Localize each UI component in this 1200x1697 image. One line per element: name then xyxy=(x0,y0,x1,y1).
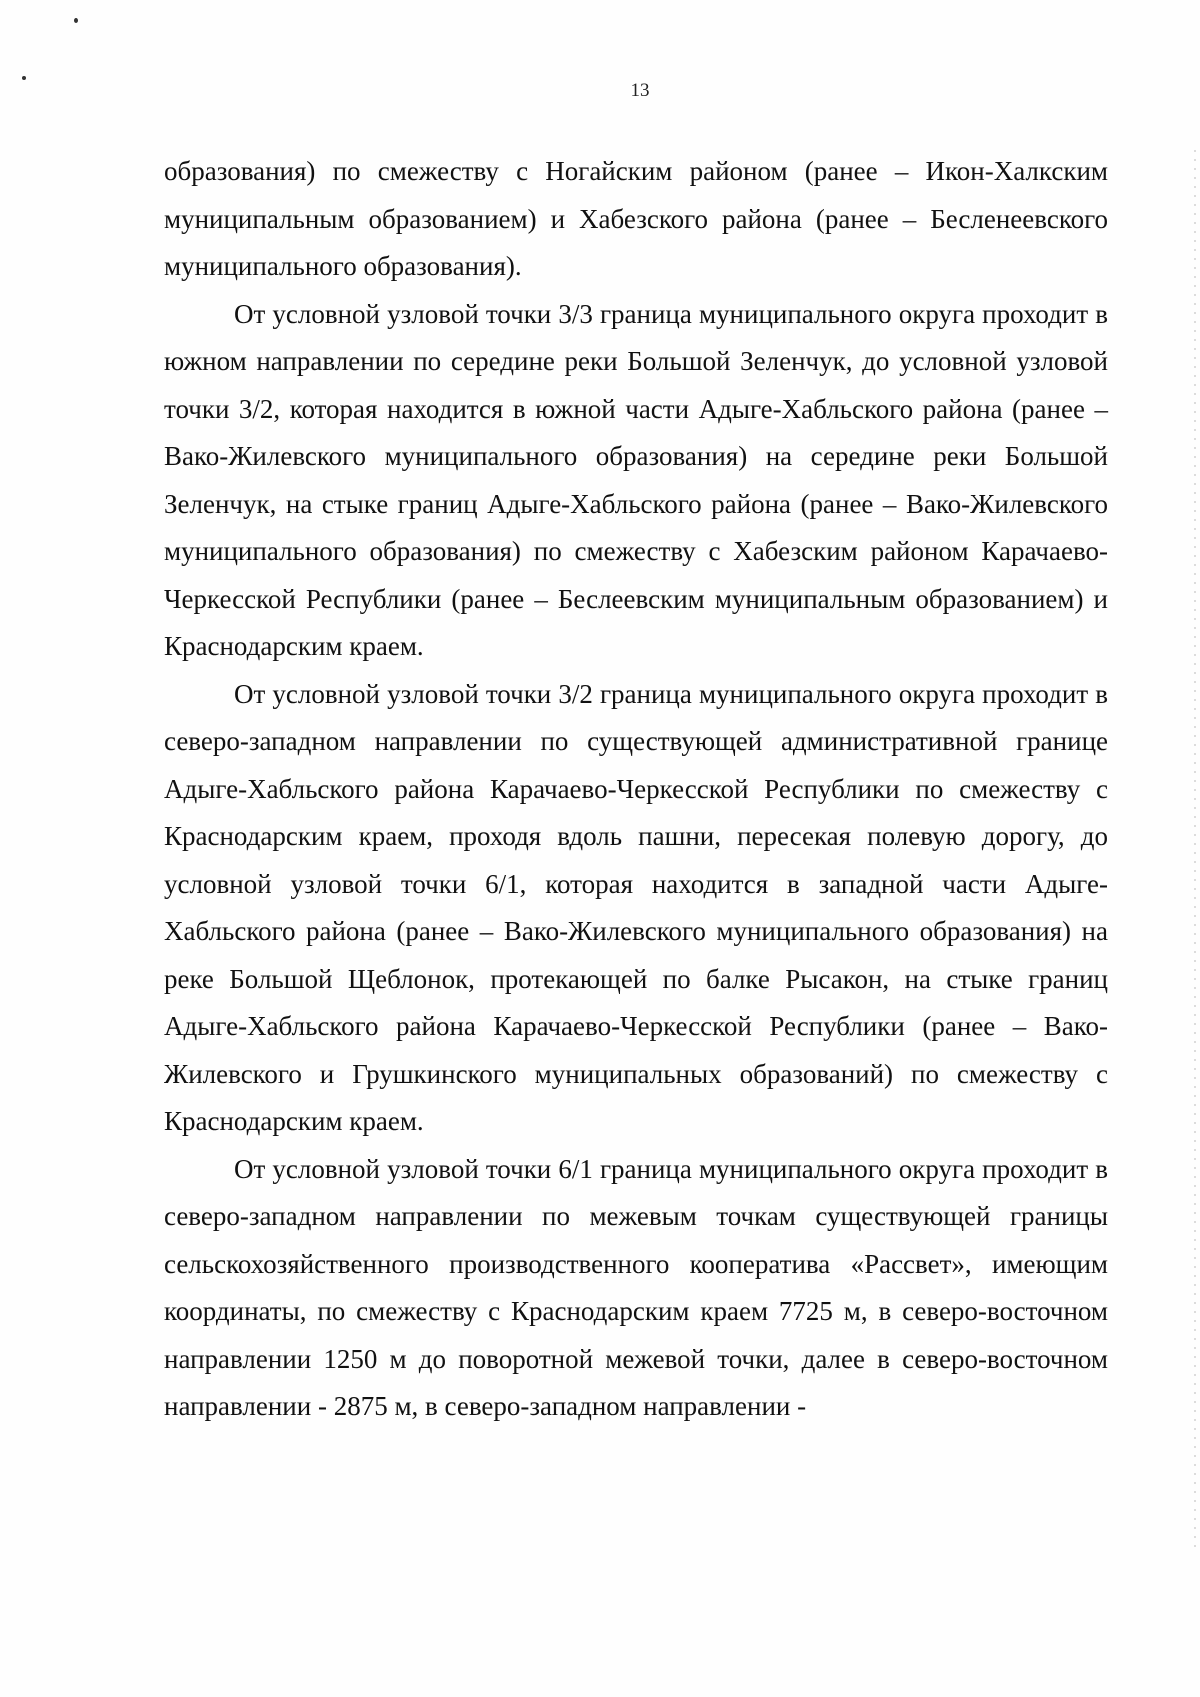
paragraph: От условной узловой точки 3/2 граница муниципального округа проходит в северо-западном направлении по существующей административной границе Адыге-Хабльского района Карачаево-Черкесской Республики по смежеству с Краснодарским краем, проходя вдоль пашни, пересекая полевую дорогу, до условной узловой точки 6/1, которая находится в западной части Адыге-Хабльского района (ранее – Вако-Жилевского муниципального образования) на реке Большой Щеблонок, протекающей по балке Рысакон, на стыке границ Адыге-Хабльского района Карачаево-Черкесской Республики (ранее – Вако-Жилевского и Грушкинского муниципальных образований) по смежеству с Краснодарским краем. xyxy=(164,678,1108,1136)
document-body xyxy=(164,148,1108,1431)
scan-speck xyxy=(22,76,26,80)
page-number: 13 xyxy=(630,80,650,101)
paragraph: образования) по смежеству с Ногайским районом (ранее – Икон-Халкским муниципальным образованием) и Хабезского района (ранее – Бесленеевского муниципального образования). xyxy=(164,156,1108,281)
paragraph: От условной узловой точки 6/1 граница муниципального округа проходит в северо-западном направлении по межевым точкам существующей границы сельскохозяйственного производственного кооператива «Рассвет», имеющим координаты, по смежеству с Краснодарским краем 7725 м, в северо-восточном направлении 1250 м до поворотной межевой точки, далее в северо-восточном направлении - 2875 м, в северо-западном направлении - xyxy=(164,1153,1108,1421)
scan-speck xyxy=(74,18,78,23)
scan-edge-marks xyxy=(1194,150,1196,1550)
paragraph: От условной узловой точки 3/3 граница муниципального округа проходит в южном направлении по середине реки Большой Зеленчук, до условной узловой точки 3/2, которая находится в южной части Адыге-Хабльского района (ранее – Вако-Жилевского муниципального образования) на середине реки Большой Зеленчук, на стыке границ Адыге-Хабльского района (ранее – Вако-Жилевского муниципального образования) по смежеству с Хабезским районом Карачаево-Черкесской Республики (ранее – Беслеевским муниципальным образованием) и Краснодарским краем. xyxy=(164,298,1108,661)
